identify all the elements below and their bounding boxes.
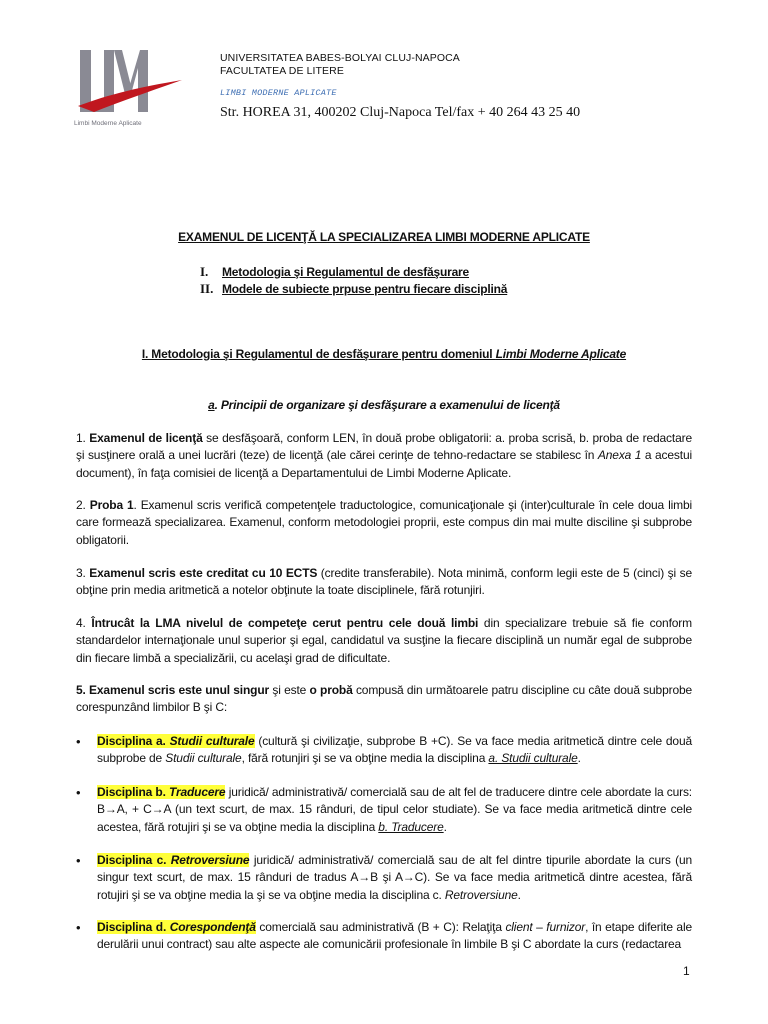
document-page: Limbi Moderne Aplicate UNIVERSITATEA BABES-BOLYAI CLUJ-NAPOCA FACULTATEA DE LITERE LIMBI MODERNE APLICATE Str. HOREA 31, 400202 Cluj-Napoca Tel/fax + 40 264 43 25 40 EXAMENUL DE LICENŢĂ LA SPECIALIZAREA LIMBI MODERNE APLICATE I. Metodologia şi Regulamentul de desfăşurare II. Modele de subiecte prpuse pentru fiecare disciplină I. Metodologia şi Regulamentul de desfăşurare pentru domeniul Limbi Moderne Aplicate a. Principii de organizare şi desfăşurare a examenului de licenţă 1. Examenul de licenţă se desfăşoară, conform LEN, în două probe obligatorii: a. proba scrisă, b. proba de redactare şi susţinere orală a unei lucrări (teze) de licenţă (ale cărei cerinţe de tehno-redactare se stabilesc în Anexa 1 a acestui document), în faţa comisiei de licenţă a Departamentului de Limbi Moderne Aplicate. 2. Proba 1. Examenul scris verifică competenţele traductologice, comunicaţionale şi (inter)culturale în cele doua limbi care formează specializarea. Examenul, conform metodologiei proprii, este compus din mai multe disciline şi subprobe obligatorii. 3. Examenul scris este creditat cu 10 ECTS (credite transferabile). Nota minimă, conform legii este de 5 (cinci) şi se obţine prin media aritmetică a notelor obţinute la toate disciplinele, fără rotunjiri. 4. Întrucât la LMA nivelul de competeţe cerut pentru cele două limbi din specializare trebuie să fie conform standardelor internaţionale unul superior şi egal, candidatul va susţine la fiecare disciplină un număr egal de subprobe din fiecare limbă a specializării, cu acelaşi grad de dificultate. 5. Examenul scris este unul singur şi este o probă compusă din următoarele patru discipline cu câte două subprobe corespunzând limbilor B şi C: • Disciplina a. Studii culturale (cultură şi civilizaţie, subprobe B +C). Se va face media aritmetică dintre cele două subprobe de Studii culturale, fără rotunjiri şi se va obţine media la disciplina a. Studii culturale. • Disciplina b. Traducere juridică/ administrativă/ comercială sau de alt fel de traducere dintre cele abordate la curs: B→A, + C→A (un text scurt, de max. 15 rânduri, de tipul celor studiate). Se va face media aritmetică dintre cele acestea, fără rotujiri şi se va obţine media la disciplina b. Traducere. • Disciplina c. Retroversiune juridică/ administrativă/ comercială sau de alt fel dintre tipurile abordate la curs (un singur text scurt, de max. 15 rânduri de tradus A→B şi A→C). Se va face media aritmetică dintre acestea, fără rotujiri şi se va obţine media la şi se va obţine media la disciplina c. Retroversiune. • Disciplina d. Corespondenţă comercială sau administrativă (B + C): Relaţiţa client – furnizor, în etape diferite ale derulării unui contract) sau alte aspecte ale comunicării profesionale în limbile B şi C abordate la curs (redactarea 1 <box>0 0 768 1024</box>
bullet-dot: • <box>76 920 81 935</box>
bullet-dot: • <box>76 853 81 868</box>
department-name: LIMBI MODERNE APLICATE <box>220 88 337 98</box>
paragraph-4: 4. Întrucât la LMA nivelul de competeţe cerut pentru cele două limbi din specializare trebuie să fie conform standardelor internaţionale unul superior şi egal, candidatul va susţine la fiecare disciplină un număr egal de subprobe din fiecare limbă a specializării, cu acelaşi grad de dificultate. <box>76 616 692 665</box>
toc-number: II. <box>200 281 214 296</box>
highlighted-label: Disciplina b. Traducere <box>97 785 226 799</box>
highlighted-label: Disciplina d. Corespondenţă <box>97 920 256 934</box>
page-number: 1 <box>683 964 690 978</box>
bullet-dot: • <box>76 785 81 800</box>
paragraph-5: 5. Examenul scris este unul singur şi este o probă compusă din următoarele patru discipline cu câte două subprobe corespunzând limbilor B şi C: <box>76 683 693 715</box>
toc-text: Modele de subiecte prpuse pentru fiecare disciplină <box>222 282 508 296</box>
logo-caption: Limbi Moderne Aplicate <box>74 120 142 127</box>
highlighted-label: Disciplina a. Studii culturale <box>97 734 255 748</box>
address-line: Str. HOREA 31, 400202 Cluj-Napoca Tel/fax + 40 264 43 25 40 <box>220 105 581 120</box>
paragraph-3: 3. Examenul scris este creditat cu 10 ECTS (credite transferabile). Nota minimă, conform legii este de 5 (cinci) şi se obţine prin media aritmetică a notelor obţinute la toate disciplinele, fără rotunjiri. <box>76 566 692 598</box>
document-title: EXAMENUL DE LICENŢĂ LA SPECIALIZAREA LIMBI MODERNE APLICATE <box>178 230 590 244</box>
toc-item-2 <box>200 281 507 297</box>
toc-text: Metodologia şi Regulamentul de desfăşurare <box>222 265 469 279</box>
toc-number: I. <box>200 264 209 279</box>
university-name: UNIVERSITATEA BABES-BOLYAI CLUJ-NAPOCA <box>220 52 460 64</box>
bullet-dot: • <box>76 734 81 749</box>
toc-item-1 <box>200 264 469 280</box>
highlighted-label: Disciplina c. Retroversiune <box>97 853 250 867</box>
subsection-title: a. Principii de organizare şi desfăşurare a examenului de licenţă <box>208 398 560 412</box>
paragraph-2: 2. Proba 1. Examenul scris verifică competenţele traductologice, comunicaţionale şi (inter)culturale în cele doua limbi care formează specializarea. Examenul, conform metodologiei proprii, este compus din mai multe disciline şi subprobe obligatorii. <box>76 498 692 547</box>
paragraph-1: 1. Examenul de licenţă se desfăşoară, conform LEN, în două probe obligatorii: a. proba scrisă, b. proba de redactare şi susţinere orală a unei lucrări (teze) de licenţă (ale cărei cerinţe de tehno-redactare se stabilesc în Anexa 1 a acestui document), în faţa comisiei de licenţă a Departamentului de Limbi Moderne Aplicate. <box>76 431 692 480</box>
lma-logo <box>74 46 184 128</box>
section-title: I. Metodologia şi Regulamentul de desfăşurare pentru domeniul Limbi Moderne Aplicate <box>141 347 627 361</box>
faculty-name: FACULTATEA DE LITERE <box>220 65 344 77</box>
